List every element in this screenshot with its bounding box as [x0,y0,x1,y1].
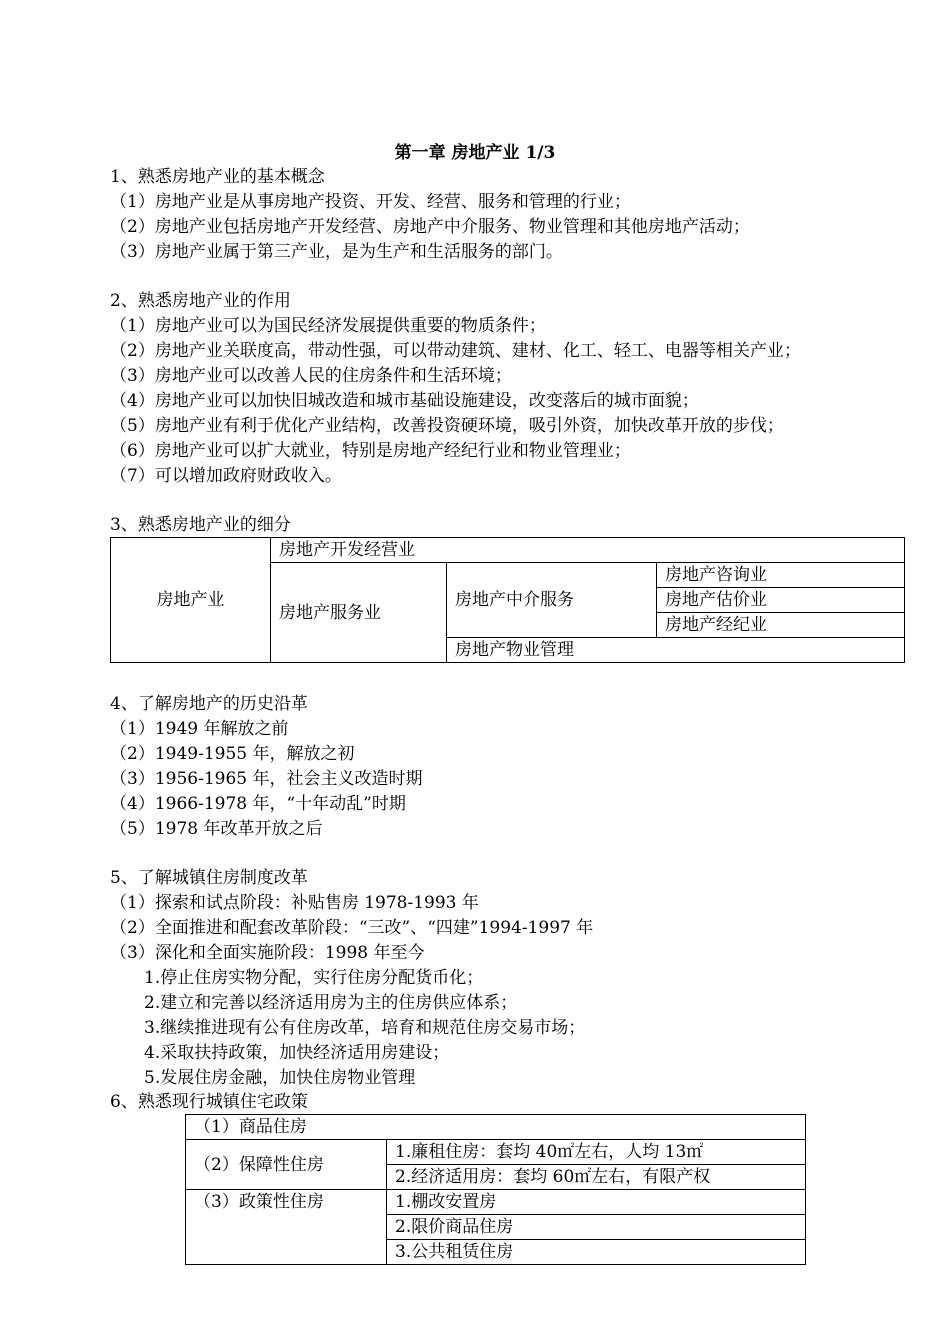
section-1-item: （1）房地产业是从事房地产投资、开发、经营、服务和管理的行业； [110,192,631,212]
section-4-item: （1）1949 年解放之前 [110,719,289,739]
table-cell-policy: （3）政策性住房 [186,1190,387,1265]
section-2-item: （7）可以增加政府财政收入。 [110,466,342,486]
section-2-item: （2）房地产业关联度高，带动性强，可以带动建筑、建材、化工、轻工、电器等相关产业； [110,341,801,361]
section-5-item: （2）全面推进和配套改革阶段：“三改”、“四建”1994-1997 年 [110,918,594,938]
section-5-subitem: 2.建立和完善以经济适用房为主的住房供应体系； [144,993,518,1013]
section-4-item: （4）1966-1978 年，“十年动乱”时期 [110,794,406,814]
table-cell-brokerage: 房地产经纪业 [657,613,905,638]
section-1-heading: 1、熟悉房地产业的基本概念 [110,167,325,187]
section-5-subitem: 1.停止住房实物分配，实行住房分配货币化； [144,968,484,988]
table-cell-dev: 房地产开发经营业 [271,538,905,563]
section-5-item: （3）深化和全面实施阶段：1998 年至今 [110,943,425,963]
section-5-subitem: 4.采取扶持政策，加快经济适用房建设； [144,1043,450,1063]
industry-breakdown-table [110,537,905,663]
table-cell-service: 房地产服务业 [271,563,447,663]
section-2-heading: 2、熟悉房地产业的作用 [110,291,291,311]
table-cell-agency: 房地产中介服务 [447,563,657,638]
section-5-heading: 5、了解城镇住房制度改革 [110,868,308,888]
section-2-item: （1）房地产业可以为国民经济发展提供重要的物质条件； [110,316,546,336]
section-6-heading: 6、熟悉现行城镇住宅政策 [110,1092,308,1112]
section-1-item: （2）房地产业包括房地产开发经营、房地产中介服务、物业管理和其他房地产活动； [110,217,750,237]
table-cell-policy-item: 2.限价商品住房 [387,1215,806,1240]
section-4-item: （2）1949-1955 年，解放之初 [110,744,355,764]
table-cell-policy-item: 3.公共租赁住房 [387,1240,806,1265]
section-5-item: （1）探索和试点阶段：补贴售房 1978-1993 年 [110,893,479,913]
table-cell-security-item: 2.经济适用房：套均 60㎡左右，有限产权 [387,1165,806,1190]
table-cell-commercial: （1）商品住房 [186,1115,806,1140]
section-2-item: （3）房地产业可以改善人民的住房条件和生活环境； [110,366,512,386]
section-1-item: （3）房地产业属于第三产业，是为生产和生活服务的部门。 [110,242,563,262]
section-3-heading: 3、熟悉房地产业的细分 [110,515,291,535]
chapter-title: 第一章 房地产业 1/3 [394,143,556,163]
table-cell-appraisal: 房地产估价业 [657,588,905,613]
section-5-subitem: 5.发展住房金融，加快住房物业管理 [144,1068,416,1088]
section-5-subitem: 3.继续推进现有公有住房改革，培育和规范住房交易市场； [144,1018,586,1038]
section-4-item: （3）1956-1965 年，社会主义改造时期 [110,769,423,789]
table-cell-root: 房地产业 [111,538,271,663]
table-cell-security-item: 1.廉租住房：套均 40㎡左右，人均 13㎡ [387,1140,806,1165]
table-cell-security: （2）保障性住房 [186,1140,387,1190]
table-cell-property: 房地产物业管理 [447,638,905,663]
section-4-heading: 4、了解房地产的历史沿革 [110,694,308,714]
table-cell-consult: 房地产咨询业 [657,563,905,588]
section-2-item: （5）房地产业有利于优化产业结构，改善投资硬环境，吸引外资，加快改革开放的步伐； [110,416,784,436]
section-4-item: （5）1978 年改革开放之后 [110,819,323,839]
housing-policy-table [185,1114,806,1265]
table-cell-policy-item: 1.棚改安置房 [387,1190,806,1215]
section-2-item: （6）房地产业可以扩大就业，特别是房地产经纪行业和物业管理业； [110,441,631,461]
section-2-item: （4）房地产业可以加快旧城改造和城市基础设施建设，改变落后的城市面貌； [110,391,699,411]
